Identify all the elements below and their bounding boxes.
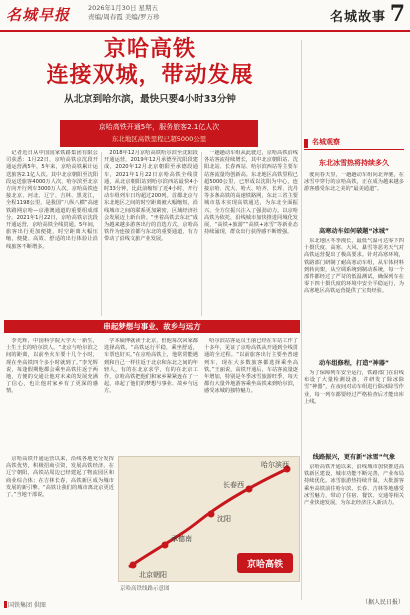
city-label: 长春西 bbox=[223, 481, 244, 489]
masthead-editors: 责编/周春霞 美编/罗万珍 bbox=[88, 13, 160, 21]
deck-box bbox=[60, 120, 258, 147]
commentary-body-3: 京哈高铁开通以来，沿线城市加快推进高铁新区建设，城市功能不断完善，产业布局持续优化。冰雪旅游热持续升温，大批游客乘坐高铁前往哈尔滨、长春、吉林等地感受冰雪魅力，带动了住宿、餐饮、交通等相关产业快速发展，为东北经济注入新活力。 bbox=[304, 464, 404, 507]
masthead-logo: 名城早报 bbox=[6, 6, 71, 24]
footer-marker bbox=[4, 601, 7, 608]
column-divider bbox=[101, 152, 102, 316]
deck-line-2: 东北地区高铁里程已超5000公里 bbox=[111, 135, 207, 143]
commentary-body-2: 为了保障列车安全运行，铁路部门在沿线布设了大量检测设备，并研发了除冰除雪“神器”，在夜间对动车组进行除冰除雪作业，每一列车都要经过严格检查后才能出库上线。 bbox=[304, 370, 404, 405]
route-map-graphic bbox=[119, 457, 299, 581]
masthead bbox=[0, 0, 410, 32]
section-bar: 串起梦想与事业、故乡与远方 bbox=[4, 320, 300, 333]
headline-line-2: 连接双城，带动发展 bbox=[46, 62, 254, 88]
photo-caption: 京哈高铁线路示意图 bbox=[120, 586, 170, 592]
body-column-4: 李光辉，中国科学院大学大一新生，土生土长的哈尔滨人。“北京与哈尔滨之间的距离，以前坐火车要十几个小时，现在坐高铁四个多小时就到了。”李光辉说，每逢假期他都会乘坐高铁往返于两地，方便的交通让他对未来的发展充满了信心，也让他对家乡有了更深的感情。 bbox=[6, 338, 98, 395]
body-column-1: 记者近日从中国国家铁路集团有限公司获悉：1月22日，京哈高铁京沈段开通运营满5年，5年来，京哈高铁累计运送旅客2.1亿人次。其中北京朝阳至沈阳段运送旅客4000万人次，哈尔滨至北京方向开行列车3000万人次。京哈高铁连接北京、河北、辽宁、吉林、黑龙江，全程1198公里，是我国“八纵八横”高速铁路网京哈—京港澳通道的重要组成部分。2021年1月22日，京哈高铁京沈段开通运营，京哈高铁全线贯通。5年间，旅客出行更加便捷，时空距离大幅压缩，便捷、高效、舒适的出行体验让沿线旅客不断增多。 bbox=[6, 150, 98, 250]
body-column-2: 2018年12月京哈高铁哈尔滨至沈阳段开通运营，2019年12月承德至沈阳段建成，2020年12月北京朝阳至承德段通车，2021年1月22日京哈高铁全线贯通，从北京朝阳站到哈尔滨西站最快4小时33分钟，比此前缩短了近4小时，开行动车组列车日均超过200列。首都北京与东北地区之间的时空距离被大幅缩短，沿线城市之间的联系更加紧密，区域经济社会发展迈上新台阶。“坐着高铁去东北”成为越来越多游客出行的首选方式，京哈高铁作为连接首都与东北的重要通道，有力带动了沿线文旅产业发展。 bbox=[104, 150, 198, 243]
city-label: 北京朝阳 bbox=[139, 571, 167, 579]
masthead-meta bbox=[88, 4, 159, 22]
section-title: 名城故事 bbox=[329, 10, 386, 25]
city-label: 哈尔滨西 bbox=[261, 461, 289, 469]
commentary-subhead-3: 线路振兴，更有新“冰雪”气象 bbox=[312, 454, 396, 461]
commentary-subhead-1: 高寒动车如何破题“冰城” bbox=[318, 228, 389, 235]
deck-line-1: 京哈高铁开通5年，服务旅客2.1亿人次 bbox=[98, 123, 220, 131]
station-dot bbox=[208, 511, 215, 518]
commentary-header bbox=[304, 137, 404, 150]
body-column-7: 京哈高铁开通运营以来，沿线各地充分发挥高铁优势，积极招商引资，发展高铁经济。在辽宁朝阳，高铁站周边已经建起了物流园区和商业综合体；在吉林长春，高铁新区成为城市发展的新引擎。“高铁让我们的城市离北京更近了。”当地干部说。 bbox=[6, 456, 114, 499]
body-column-3: 一趟趟动车组从此驶过，京哈高铁沿线各站客流持续增长，其中北京朝阳站、沈阳北站、长春西站、哈尔滨西站等主要车站客流量均创新高。东北地区高铁里程已超5000公里，已形成以沈阳为中心，连接京哈、沈大、哈大、哈齐、长珲、沈丹等多条高铁的高速铁路网，东北三省主要城市基本实现高铁通达，为东北全面振兴、全方位振兴注入了强劲动力。以京哈高铁为依托，沿线城市加快推进同城化发展，“高铁+旅游”“高铁+冰雪”等新业态持续涌现，群众出行获得感不断增强。 bbox=[204, 150, 298, 236]
headline-line-1: 京哈高铁 bbox=[103, 36, 196, 62]
photo-credit: 国铁集团 供图 bbox=[8, 602, 46, 609]
commentary-label: 名城观察 bbox=[312, 138, 340, 146]
station-dot bbox=[162, 542, 169, 549]
city-label: 承德南 bbox=[171, 535, 192, 543]
commentary-byline: （据人民日报） bbox=[361, 599, 404, 606]
headline-block bbox=[0, 36, 300, 105]
body-column-5: 学本硕博就读于北京，但他每次回家都选择高铁。“高铁运行平稳，乘坐舒适，车票也好买。”在京哈高铁上，他常常能遇到和自己一样往返于北京和东北之间的年轻人，有的在北京求学，有的在北京工作，京哈高铁把他们和家乡紧紧连在了一起，串起了他们的梦想与事业、故乡与远方。 bbox=[104, 338, 198, 395]
right-column-divider bbox=[301, 40, 302, 600]
city-label: 沈阳 bbox=[217, 515, 231, 523]
masthead-date: 2026年1月30日 星期五 bbox=[88, 4, 159, 12]
route-map-photo bbox=[118, 456, 300, 582]
page-number: 7 bbox=[389, 1, 405, 27]
column-divider bbox=[201, 152, 202, 316]
commentary-title: 东北冰雪热将持续多久 bbox=[319, 159, 389, 167]
headline-subtitle: 从北京到哈尔滨，最快只要4小时33分钟 bbox=[64, 94, 236, 105]
body-column-6: 哈尔滨站客运员王丽已经在车站工作了十多年，见证了京哈高铁从开通到全线贯通的全过程。“以前旅客出行主要坐普速列车，现在大多数旅客都选择乘坐高铁。”王丽说，高铁开通后，车站客流量逐年增加，特别是冬季冰雪旅游旺季，每天都有大量外地游客乘坐高铁来到哈尔滨，感受冰城的独特魅力。 bbox=[204, 338, 298, 395]
commentary-body-1: 东北地区冬季漫长，最低气温可达零下四十摄氏度，高寒、大风、暴雪等恶劣天气对高铁运营提出了极高要求。针对高寒环境，铁路部门研制了耐高寒动车组，从车体材料到转向架，从空调系统到制动系统，每一个部件都经过了严苛的低温测试，确保列车在零下四十摄氏度的环境中安全平稳运行，为高寒地区高铁运营提供了宝贵经验。 bbox=[304, 238, 404, 295]
station-dot bbox=[246, 486, 253, 493]
commentary-subhead-2: 动车组修程，打造“神器” bbox=[318, 360, 389, 367]
map-title: 京哈高铁 bbox=[246, 560, 284, 570]
commentary-header-marker bbox=[304, 139, 308, 148]
station-dot bbox=[130, 562, 137, 569]
commentary-intro: 驶向春天里，一趟趟动车组向北奔驰，在冰雪中穿行的京哈高铁，正在成为越来越多游客感受东北之美的“最美通道”。 bbox=[304, 172, 404, 193]
